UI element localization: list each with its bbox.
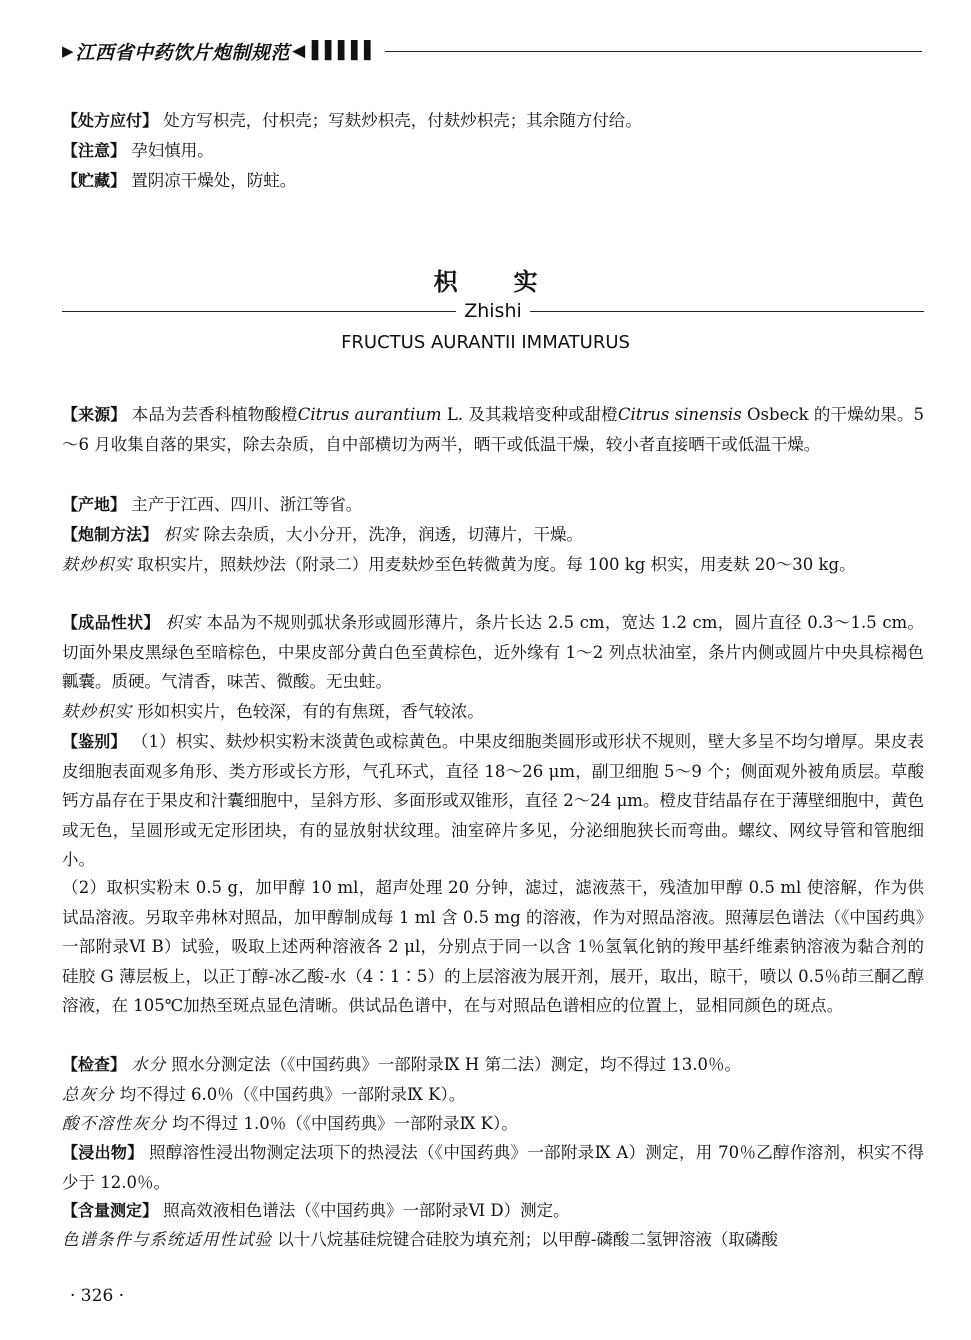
inspection-sub3: 酸不溶性灰分 bbox=[62, 1114, 167, 1133]
running-header bbox=[62, 36, 922, 66]
inspection-paragraph-1 bbox=[62, 1050, 924, 1080]
assay-paragraph-2 bbox=[62, 1225, 924, 1255]
entry-pinyin: Zhishi bbox=[464, 300, 522, 322]
properties-text2: 形如枳实片，色较深，有的有焦斑，香气较浓。 bbox=[137, 702, 484, 721]
source-latin-a: Citrus aurantium bbox=[297, 405, 442, 424]
processing-label: 【炮制方法】 bbox=[62, 525, 159, 544]
properties-paragraph-2 bbox=[62, 697, 924, 727]
source-latin-b: Citrus sinensis bbox=[617, 405, 742, 424]
origin-paragraph bbox=[62, 490, 924, 520]
identification-text1: （1）枳实、麸炒枳实粉末淡黄色或棕黄色。中果皮细胞类圆形或形状不规则，壁大多呈不均匀增厚。果皮表皮细胞表面观多角形、类方形或长方形，气孔环式，直径 18～26 μm，副卫细胞 5～9 个；侧面观外被角质层。草酸钙方晶存在于果皮和汁囊细胞中，呈斜方形、多面形或双锥形，直径 2～24 μm。橙皮苷结晶存在于薄壁细胞中，黄色或无色，呈圆形或无定形团块，有的显放射状纹理。油室碎片多见，分泌细胞狭长而弯曲。螺纹、网纹导管和管胞细小。 bbox=[62, 732, 924, 869]
source-label: 【来源】 bbox=[62, 405, 127, 424]
storage-text: 置阴凉干燥处，防蛀。 bbox=[131, 171, 297, 190]
note-paragraph bbox=[62, 136, 924, 166]
identification-label: 【鉴别】 bbox=[62, 732, 127, 751]
page-number: · 326 · bbox=[70, 1286, 125, 1306]
note-text: 孕妇慎用。 bbox=[131, 141, 214, 160]
identification-text2: （2）取枳实粉末 0.5 g，加甲醇 10 ml，超声处理 20 分钟，滤过，滤液蒸干，残渣加甲醇 0.5 ml 使溶解，作为供试品溶液。另取辛弗林对照品，加甲醇制成每 1 ml 含 0.5 mg 的溶液，作为对照品溶液。照薄层色谱法（《中国药典》一部附录Ⅵ B）试验，吸取上述两种溶液各 2 μl，分别点于同一以含 1％氢氧化钠的羧甲基纤维素钠溶液为黏合剂的硅胶 G 薄层板上，以正丁醇-冰乙酸-水（4∶1∶5）的上层溶液为展开剂，展开，取出，晾干，喷以 0.5％茚三酮乙醇溶液，在 105℃加热至斑点显色清晰。供试品色谱中，在与对照品色谱相应的位置上，显相同颜色的斑点。 bbox=[62, 878, 924, 1015]
inspection-paragraph-2 bbox=[62, 1080, 924, 1110]
properties-sub2: 麸炒枳实 bbox=[62, 702, 132, 721]
origin-label: 【产地】 bbox=[62, 495, 127, 514]
assay-sub: 色谱条件与系统适用性试验 bbox=[62, 1230, 272, 1249]
identification-paragraph-2 bbox=[62, 873, 924, 1021]
entry-latin-name: FRUCTUS AURANTII IMMATURUS bbox=[341, 332, 630, 353]
extract-text: 照醇溶性浸出物测定法项下的热浸法（《中国药典》一部附录Ⅸ A）测定，用 70％乙醇作溶剂，枳实不得少于 12.0％。 bbox=[62, 1143, 924, 1192]
pinyin-row bbox=[62, 298, 924, 324]
prescription-paragraph bbox=[62, 106, 924, 136]
extract-paragraph bbox=[62, 1138, 924, 1197]
properties-sub1: 枳实 bbox=[165, 613, 201, 632]
source-text-a: 本品为芸香科植物酸橙 bbox=[131, 405, 298, 424]
prescription-text: 处方写枳壳，付枳壳；写麸炒枳壳，付麸炒枳壳；其余随方付给。 bbox=[163, 111, 642, 130]
storage-label: 【贮藏】 bbox=[62, 171, 127, 190]
header-title: 江西省中药饮片炮制规范 bbox=[75, 41, 291, 64]
source-text-b: L. 及其栽培变种或甜橙 bbox=[446, 405, 618, 424]
storage-paragraph bbox=[62, 166, 924, 196]
inspection-text1: 照水分测定法（《中国药典》一部附录Ⅸ H 第二法）测定，均不得过 13.0％。 bbox=[171, 1055, 742, 1074]
entry-title: 枳实 bbox=[433, 268, 594, 296]
extract-label: 【浸出物】 bbox=[62, 1143, 144, 1162]
processing-paragraph-2 bbox=[62, 550, 924, 580]
inspection-paragraph-3 bbox=[62, 1109, 924, 1139]
assay-text: 照高效液相色谱法（《中国药典》一部附录Ⅵ D）测定。 bbox=[163, 1201, 570, 1220]
inspection-text3: 均不得过 1.0％（《中国药典》一部附录Ⅸ K）。 bbox=[172, 1114, 518, 1133]
inspection-label: 【检查】 bbox=[62, 1055, 127, 1074]
processing-paragraph bbox=[62, 520, 924, 550]
origin-text: 主产于江西、四川、浙江等省。 bbox=[131, 495, 363, 514]
inspection-sub2: 总灰分 bbox=[62, 1085, 115, 1104]
source-paragraph bbox=[62, 400, 924, 459]
source-text-c: Osbeck 的干燥幼果。5～6 月收集自落的果实，除去杂质，自中部横切为两半，晒干或低温干燥，较小者直接晒干或低温干燥。 bbox=[62, 405, 924, 454]
processing-sub2: 麸炒枳实 bbox=[62, 555, 132, 574]
processing-text2: 取枳实片，照麸炒法（附录二）用麦麸炒至色转微黄为度。每 100 kg 枳实，用麦麸 20～30 kg。 bbox=[137, 555, 856, 574]
note-label: 【注意】 bbox=[62, 141, 127, 160]
properties-paragraph bbox=[62, 608, 924, 697]
identification-paragraph-1 bbox=[62, 727, 924, 875]
inspection-text2: 均不得过 6.0％（《中国药典》一部附录Ⅸ K）。 bbox=[119, 1085, 466, 1104]
processing-text1: 除去杂质，大小分开，洗净，润透，切薄片，干燥。 bbox=[203, 525, 584, 544]
pinyin-rule-right bbox=[530, 311, 924, 312]
processing-sub1: 枳实 bbox=[163, 525, 199, 544]
properties-text1: 本品为不规则弧状条形或圆形薄片，条片长达 2.5 cm，宽达 1.2 cm，圆片直径 0.3～1.5 cm。切面外果皮黑绿色至暗棕色，中果皮部分黄白色至黄棕色，近外缘有 1～2 列点状油室，条片内侧或圆片中央具棕褐色瓤囊。质硬。气清香，味苦、微酸。无虫蛀。 bbox=[62, 613, 924, 691]
assay-label: 【含量测定】 bbox=[62, 1201, 159, 1220]
pinyin-rule-left bbox=[62, 311, 456, 312]
header-arrow-icon: ▶ bbox=[62, 42, 74, 60]
properties-label: 【成品性状】 bbox=[62, 613, 160, 632]
inspection-sub1: 水分 bbox=[131, 1055, 167, 1074]
assay-paragraph bbox=[62, 1196, 924, 1226]
header-marks: ◀▐▐▐▐▐ bbox=[292, 41, 371, 61]
assay-text2: 以十八烷基硅烷键合硅胶为填充剂；以甲醇-磷酸二氢钾溶液（取磷酸 bbox=[277, 1230, 778, 1249]
prescription-label: 【处方应付】 bbox=[62, 111, 159, 130]
header-rule bbox=[385, 51, 922, 52]
